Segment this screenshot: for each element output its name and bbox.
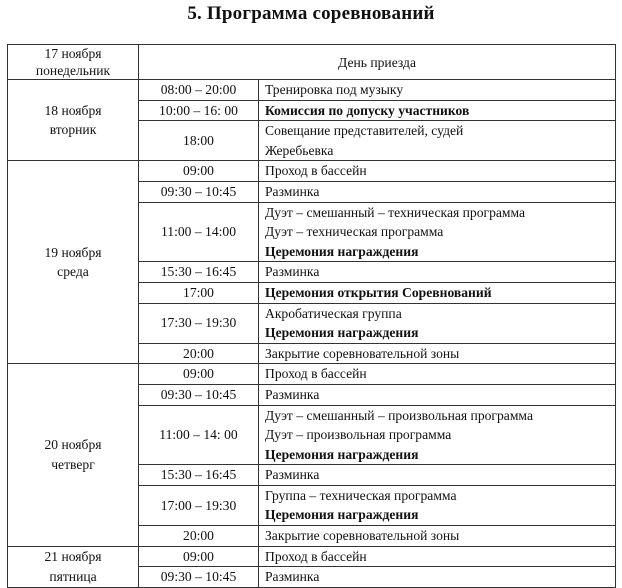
event-cell [259,121,616,161]
time-cell: 15:30 – 16:45 [139,262,259,283]
time-cell: 09:00 [139,364,259,385]
event-text: Жеребьевка [265,142,334,158]
event-text: Тренировка под музыку [265,82,404,97]
event-text: Проход в бассейн [265,163,367,179]
table-row-arrival [8,45,616,80]
event-text: Группа – техническая программа [265,487,457,503]
event-cell [259,303,616,343]
event-text: Дуэт – смешанный – техническая программа [265,204,526,220]
day-weekday: понедельник [35,63,111,78]
time-cell: 17:30 – 19:30 [139,303,259,343]
day-weekday: среда [57,264,89,280]
time-cell: 09:00 [139,161,259,182]
event-cell [259,526,616,547]
day-weekday: четверг [51,456,95,472]
schedule-table [7,44,616,588]
event-text: Разминка [265,386,320,402]
time-cell: 09:00 [139,546,259,567]
event-cell [259,465,616,486]
event-cell [259,567,616,588]
event-text: Проход в бассейн [265,366,367,382]
time-cell: 17:00 [139,282,259,303]
event-cell [259,161,616,182]
event-cell [259,80,616,101]
day-weekday: вторник [49,122,97,138]
event-cell [259,364,616,385]
event-cell [259,384,616,405]
day-cell [8,80,139,161]
time-cell: 09:30 – 10:45 [139,384,259,405]
day-date: 20 ноября [44,437,102,453]
event-text: Совещание представителей, судей [265,123,464,139]
arrival-note: День приезда [139,45,616,80]
event-cell [259,485,616,525]
day-cell [8,161,139,364]
time-cell: 08:00 – 20:00 [139,80,259,101]
page-title: 5. Программа соревнований [187,3,435,24]
time-cell: 18:00 [139,121,259,161]
event-text: Церемония открытия Соревнований [265,284,492,300]
time-cell: 09:30 – 10:45 [139,181,259,202]
event-cell [259,262,616,283]
event-text: Разминка [265,264,320,280]
event-text: Дуэт – техническая программа [265,224,444,240]
event-text: Разминка [265,467,320,483]
event-text: Комиссия по допуску участников [265,102,470,118]
event-text: Закрытие соревновательной зоны [265,345,460,361]
time-cell: 20:00 [139,343,259,364]
time-cell: 15:30 – 16:45 [139,465,259,486]
day-date: 18 ноября [44,102,102,118]
day-date: 17 ноября [44,46,102,61]
event-cell [259,100,616,121]
event-text: Дуэт – смешанный – произвольная программа [265,407,533,423]
day-cell [8,364,139,546]
day-cell [8,45,139,80]
table-row [8,546,616,567]
table-row [8,161,616,182]
time-cell: 11:00 – 14: 00 [139,405,259,465]
event-text: Церемония награждения [265,325,419,341]
event-text: Акробатическая группа [265,305,402,321]
day-date: 19 ноября [44,244,102,260]
event-text: Разминка [265,569,320,585]
event-cell [259,343,616,364]
day-cell [8,546,139,587]
event-text: Церемония награждения [265,446,419,462]
time-cell: 09:30 – 10:45 [139,567,259,588]
event-text: Проход в бассейн [265,548,367,564]
event-cell [259,282,616,303]
event-text: Дуэт – произвольная программа [265,427,452,443]
event-text: Закрытие соревновательной зоны [265,528,460,544]
day-weekday: пятница [49,568,97,584]
event-cell [259,405,616,465]
time-cell: 17:00 – 19:30 [139,485,259,525]
event-text: Разминка [265,183,320,199]
day-date: 21 ноября [44,549,102,565]
table-row [8,80,616,101]
event-cell [259,181,616,202]
table-row [8,364,616,385]
event-cell [259,202,616,262]
event-text: Церемония награждения [265,507,419,523]
event-text: Церемония награждения [265,243,419,259]
time-cell: 11:00 – 14:00 [139,202,259,262]
time-cell: 10:00 – 16: 00 [139,100,259,121]
event-cell [259,546,616,567]
time-cell: 20:00 [139,526,259,547]
